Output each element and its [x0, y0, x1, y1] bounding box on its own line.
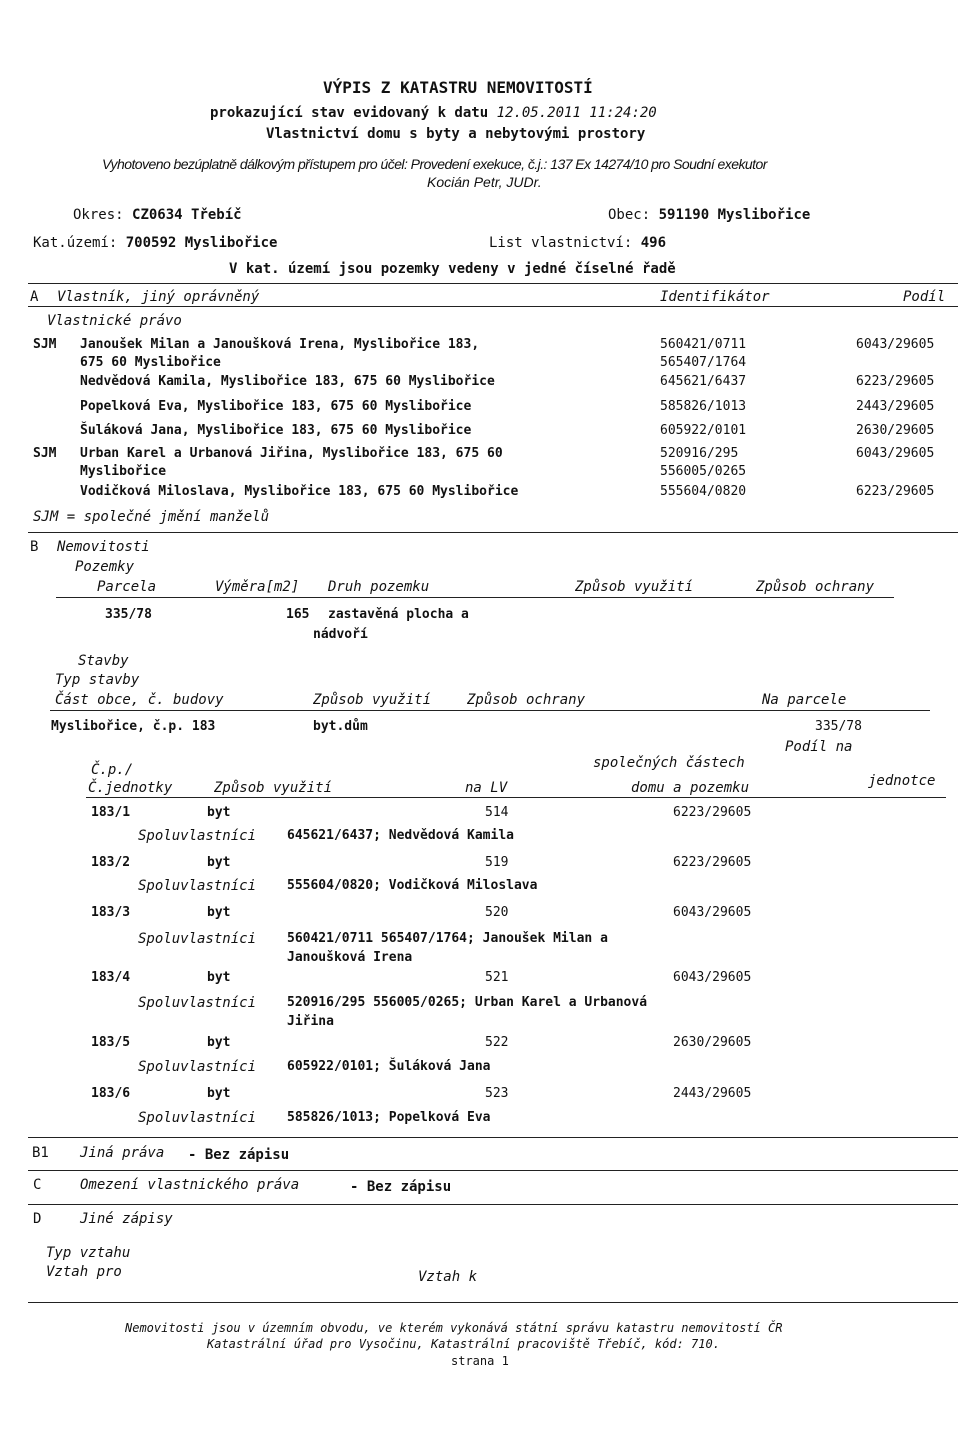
- unit-coowners: 560421/0711 565407/1764; Janoušek Milan a: [287, 931, 608, 946]
- footer-line-2: Katastrální úřad pro Vysočinu, Katastrální pracoviště Třebíč, kód: 710.: [207, 1337, 720, 1351]
- unit-share: 6223/29605: [673, 855, 752, 870]
- spoluvlastnici-label: Spoluvlastníci: [138, 995, 257, 1011]
- owner-share: 2630/29605: [856, 423, 935, 438]
- divider: [50, 710, 930, 711]
- spoluvlastnici-label: Spoluvlastníci: [138, 1059, 257, 1075]
- section-b1-letter: B1: [32, 1145, 49, 1161]
- stavby-heading: Stavby: [78, 653, 129, 669]
- parcel-kind-cont: nádvoří: [313, 627, 368, 642]
- document-title: VÝPIS Z KATASTRU NEMOVITOSTÍ: [323, 78, 593, 97]
- spoluvlastnici-label: Spoluvlastníci: [138, 828, 257, 844]
- owner-address: Myslibořice: [80, 464, 167, 479]
- okres-label: Okres:: [73, 207, 124, 223]
- list-vlastnictvi: [489, 236, 666, 250]
- col-spolecnych: společných částech: [593, 755, 745, 771]
- typ-vztahu: Typ vztahu: [46, 1245, 131, 1261]
- col-domu: domu a pozemku: [631, 780, 750, 796]
- note-line-1: Vyhotoveno bezúplatně dálkovým přístupem pro účel: Provedení exekuce, č.j.: 137 Ex 14274/10 pro Soudní exekutor: [102, 156, 767, 172]
- building-use: byt.dům: [313, 719, 368, 734]
- section-c-value: - Bez zápisu: [350, 1179, 452, 1195]
- col-vyuziti: Způsob využití: [575, 579, 694, 595]
- obec-value: 591190 Myslibořice: [658, 207, 811, 223]
- col-ochrana: Způsob ochrany: [756, 579, 875, 595]
- divider: [28, 1302, 958, 1303]
- owner-address: 675 60 Myslibořice: [80, 355, 221, 370]
- kat-uzemi-value: 700592 Myslibořice: [125, 235, 278, 251]
- unit-coowners: 645621/6437; Nedvědová Kamila: [287, 828, 514, 843]
- owner-id: 565407/1764: [660, 355, 747, 370]
- owner-name: Urban Karel a Urbanová Jiřina, Myslibořice 183, 675 60: [80, 446, 503, 461]
- unit-use: byt: [207, 905, 231, 920]
- owner-name: Vodičková Miloslava, Myslibořice 183, 675 60 Myslibořice: [80, 484, 519, 499]
- subtitle: [210, 106, 657, 120]
- vztah-pro: Vztah pro: [46, 1264, 122, 1280]
- divider: [28, 532, 958, 533]
- owner-prefix: SJM: [33, 446, 57, 461]
- col-vymera: Výměra[m2]: [215, 579, 300, 595]
- unit-coowners: 555604/0820; Vodičková Miloslava: [287, 878, 538, 893]
- divider: [28, 1170, 958, 1171]
- unit-share: 2630/29605: [673, 1035, 752, 1050]
- extract-date: 12.05.2011 11:24:20: [496, 105, 657, 121]
- unit-lv: 514: [485, 805, 509, 820]
- unit-share: 6043/29605: [673, 905, 752, 920]
- owner-name: Janoušek Milan a Janoušková Irena, Myslibořice 183,: [80, 337, 480, 352]
- spoluvlastnici-label: Spoluvlastníci: [138, 1110, 257, 1126]
- divider: [56, 597, 894, 598]
- divider: [28, 306, 958, 307]
- okres-value: CZ0634 Třebíč: [132, 207, 242, 223]
- spoluvlastnici-label: Spoluvlastníci: [138, 878, 257, 894]
- unit-number: 183/6: [91, 1086, 131, 1101]
- note-line-2: Kocián Petr, JUDr.: [427, 174, 542, 190]
- unit-number: 183/3: [91, 905, 131, 920]
- col-building-vyuziti: Způsob využití: [313, 692, 432, 708]
- ownership-type: Vlastnictví domu s byty a nebytovými prostory: [266, 126, 646, 142]
- sjm-note: SJM = společné jmění manželů: [33, 509, 270, 525]
- owner-name: Popelková Eva, Myslibořice 183, 675 60 Myslibořice: [80, 399, 472, 414]
- parcel-number: 335/78: [105, 607, 152, 622]
- owner-name: Nedvědová Kamila, Myslibořice 183, 675 60 Myslibořice: [80, 374, 495, 389]
- unit-use: byt: [207, 855, 231, 870]
- owner-share: 2443/29605: [856, 399, 935, 414]
- building-name: Myslibořice, č.p. 183: [51, 719, 216, 734]
- col-parcela: Parcela: [97, 579, 157, 595]
- unit-share: 6223/29605: [673, 805, 752, 820]
- kat-uzemi: [33, 236, 277, 250]
- page-number: strana 1: [451, 1354, 509, 1368]
- parcel-area: 165: [286, 607, 310, 622]
- col-druh: Druh pozemku: [328, 579, 430, 595]
- col-jednotky: Č.jednotky: [88, 780, 173, 796]
- owner-id: 645621/6437: [660, 374, 747, 389]
- section-d-title: Jiné zápisy: [80, 1211, 173, 1227]
- unit-coowners: 585826/1013; Popelková Eva: [287, 1110, 491, 1125]
- owner-id: 556005/0265: [660, 464, 747, 479]
- owner-id: 555604/0820: [660, 484, 747, 499]
- unit-coowners-cont: Janoušková Irena: [287, 950, 413, 965]
- col-na-lv: na LV: [465, 780, 508, 796]
- col-na-parcele: Na parcele: [762, 692, 847, 708]
- col-cast-obce: Část obce, č. budovy: [55, 692, 224, 708]
- col-jednotce: jednotce: [868, 773, 936, 789]
- unit-lv: 523: [485, 1086, 509, 1101]
- unit-coowners: 520916/295 556005/0265; Urban Karel a Urbanová: [287, 995, 648, 1010]
- divider: [86, 797, 946, 798]
- col-unit-zpusob: Způsob využití: [214, 780, 333, 796]
- obec: [608, 208, 810, 222]
- section-a-letter: A: [30, 289, 39, 305]
- typ-stavby: Typ stavby: [55, 672, 140, 688]
- building-parcel: 335/78: [815, 719, 862, 734]
- section-c-letter: C: [33, 1177, 42, 1193]
- section-d-letter: D: [33, 1211, 42, 1227]
- owner-share: 6043/29605: [856, 446, 935, 461]
- footer-line-1: Nemovitosti jsou v územním obvodu, ve kterém vykonává státní správu katastru nemovitostí ČR: [125, 1321, 783, 1335]
- vlastnicke-pravo-heading: Vlastnické právo: [47, 313, 182, 329]
- col-identifikator: Identifikátor: [660, 289, 770, 305]
- divider: [28, 1204, 958, 1205]
- col-podil: Podíl: [903, 289, 946, 305]
- unit-coowners-cont: Jiřina: [287, 1014, 334, 1029]
- lv-label: List vlastnictví:: [489, 235, 633, 251]
- unit-lv: 520: [485, 905, 509, 920]
- subtitle-prefix: prokazující stav evidovaný k datu: [210, 105, 489, 121]
- unit-coowners: 605922/0101; Šuláková Jana: [287, 1059, 491, 1074]
- owner-prefix: SJM: [33, 337, 57, 352]
- unit-number: 183/1: [91, 805, 131, 820]
- owner-share: 6043/29605: [856, 337, 935, 352]
- okres: [73, 208, 242, 222]
- section-c-title: Omezení vlastnického práva: [80, 1177, 300, 1193]
- pozemky-heading: Pozemky: [75, 559, 135, 575]
- section-a-title: Vlastník, jiný oprávněný: [57, 289, 260, 305]
- vztah-k: Vztah k: [418, 1269, 478, 1285]
- unit-number: 183/2: [91, 855, 131, 870]
- unit-use: byt: [207, 1086, 231, 1101]
- spoluvlastnici-label: Spoluvlastníci: [138, 931, 257, 947]
- unit-share: 6043/29605: [673, 970, 752, 985]
- section-b1-value: - Bez zápisu: [188, 1147, 290, 1163]
- lv-value: 496: [640, 235, 667, 251]
- owner-id: 585826/1013: [660, 399, 747, 414]
- section-b-letter: B: [30, 539, 39, 555]
- unit-use: byt: [207, 970, 231, 985]
- owner-id: 560421/0711: [660, 337, 747, 352]
- section-b1-title: Jiná práva: [80, 1145, 165, 1161]
- series-note: V kat. území jsou pozemky vedeny v jedné číselné řadě: [229, 261, 676, 277]
- unit-lv: 522: [485, 1035, 509, 1050]
- owner-name: Šuláková Jana, Myslibořice 183, 675 60 Myslibořice: [80, 423, 472, 438]
- col-cp: Č.p./: [91, 762, 134, 778]
- divider: [28, 1137, 958, 1138]
- col-building-ochrana: Způsob ochrany: [467, 692, 586, 708]
- unit-number: 183/4: [91, 970, 131, 985]
- owner-id: 520916/295: [660, 446, 739, 461]
- col-podil-na: Podíl na: [785, 739, 853, 755]
- owner-share: 6223/29605: [856, 484, 935, 499]
- unit-lv: 521: [485, 970, 509, 985]
- unit-use: byt: [207, 805, 231, 820]
- owner-id: 605922/0101: [660, 423, 747, 438]
- kat-uzemi-label: Kat.území:: [33, 235, 118, 251]
- parcel-kind: zastavěná plocha a: [328, 607, 469, 622]
- section-b-title: Nemovitosti: [57, 539, 150, 555]
- unit-share: 2443/29605: [673, 1086, 752, 1101]
- unit-lv: 519: [485, 855, 509, 870]
- divider: [28, 283, 958, 284]
- obec-label: Obec:: [608, 207, 651, 223]
- owner-share: 6223/29605: [856, 374, 935, 389]
- unit-use: byt: [207, 1035, 231, 1050]
- unit-number: 183/5: [91, 1035, 131, 1050]
